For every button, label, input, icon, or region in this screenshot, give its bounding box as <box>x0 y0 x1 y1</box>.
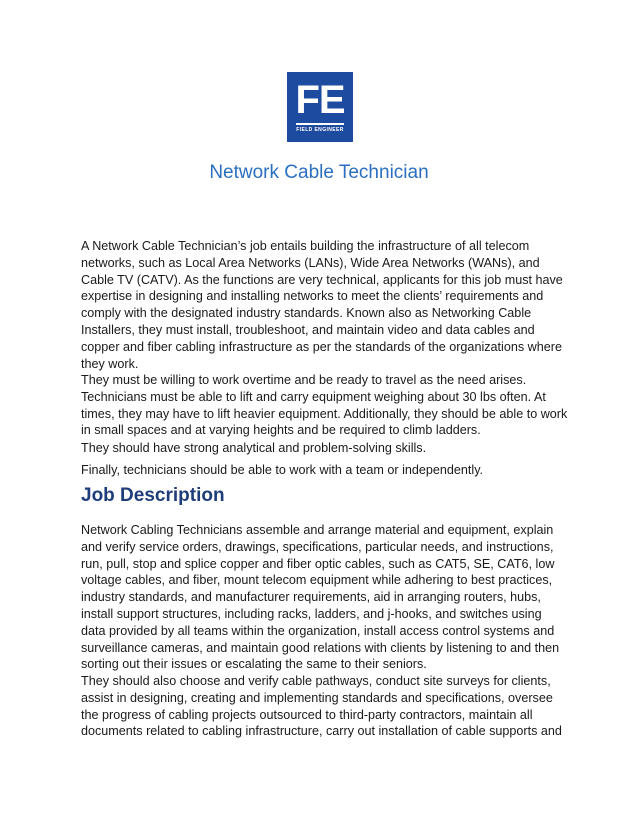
logo-divider <box>296 123 344 125</box>
text-line: Cable TV (CATV). As the functions are very technical, applicants for this job must have <box>81 272 563 287</box>
text-line: the progress of cabling projects outsourced to third-party contractors, maintain all <box>81 707 533 722</box>
text-line: assist in designing, creating and implementing standards and specifications, oversee <box>81 690 553 705</box>
text-line: Finally, technicians should be able to work with a team or independently. <box>81 463 484 477</box>
logo-letters: FE <box>295 78 345 122</box>
text-line: Network Cabling Technicians assemble and arrange material and equipment, explain <box>81 523 554 537</box>
text-line: they work. <box>81 356 139 371</box>
text-line: Technicians must be able to lift and carry equipment weighing about 30 lbs often. At <box>81 389 546 404</box>
text-line: surveillance cameras, and maintain good relations with clients by listening to and then <box>81 640 560 655</box>
intro-paragraph-2 <box>81 372 568 439</box>
text-line: data provided by all teams within the organization, install access control systems and <box>81 623 555 638</box>
text-line: copper and fiber cabling infrastructure as per the standards of the organizations where <box>81 339 562 354</box>
job-description-paragraph-1 <box>81 522 561 673</box>
text-line: comply with the designated industry standards. Known also as Networking Cable <box>81 306 532 321</box>
text-line: documents related to cabling infrastructure, carry out installation of cable supports and <box>81 724 562 739</box>
intro-paragraph-1 <box>81 238 561 372</box>
section-heading-job-description: Job Description <box>81 485 225 506</box>
text-line: Installers, they must install, troubleshoot, and maintain video and data cables and <box>81 322 535 337</box>
intro-paragraph-3 <box>81 440 561 457</box>
logo-subtitle: FIELD ENGINEER <box>296 127 344 133</box>
text-line: A Network Cable Technician’s job entails building the infrastructure of all telecom <box>81 239 530 253</box>
page-title: Network Cable Technician <box>209 162 429 183</box>
text-line: They must be willing to work overtime and be ready to travel as the need arises. <box>81 373 527 387</box>
text-line: run, pull, stop and splice copper and fiber optic cables, such as CAT5, SE, CAT6, low <box>81 556 555 571</box>
text-line: industry standards, and manufacturer requirements, aid in arranging routers, hubs, <box>81 590 541 605</box>
text-line: and verify service orders, drawings, specifications, particular needs, and instructions, <box>81 539 554 554</box>
field-engineer-logo <box>287 72 353 142</box>
text-line: times, they may have to lift heavier equipment. Additionally, they should be able to work <box>81 406 568 421</box>
text-line: They should have strong analytical and problem-solving skills. <box>81 441 427 455</box>
text-line: in small spaces and at varying heights and be required to climb ladders. <box>81 423 481 438</box>
text-line: expertise in designing and installing networks to meet the clients’ requirements and <box>81 289 544 304</box>
text-line: They should also choose and verify cable pathways, conduct site surveys for clients, <box>81 674 551 688</box>
text-line: voltage cables, and fiber, mount telecom equipment while adhering to best practices, <box>81 573 553 588</box>
text-line: sorting out their issues or escalating the same to their seniors. <box>81 657 427 672</box>
text-line: networks, such as Local Area Networks (LANs), Wide Area Networks (WANs), and <box>81 255 540 270</box>
job-description-paragraph-2 <box>81 673 561 740</box>
intro-paragraph-4 <box>81 462 561 479</box>
text-line: install support structures, including racks, ladders, and j-hooks, and switches using <box>81 606 542 621</box>
